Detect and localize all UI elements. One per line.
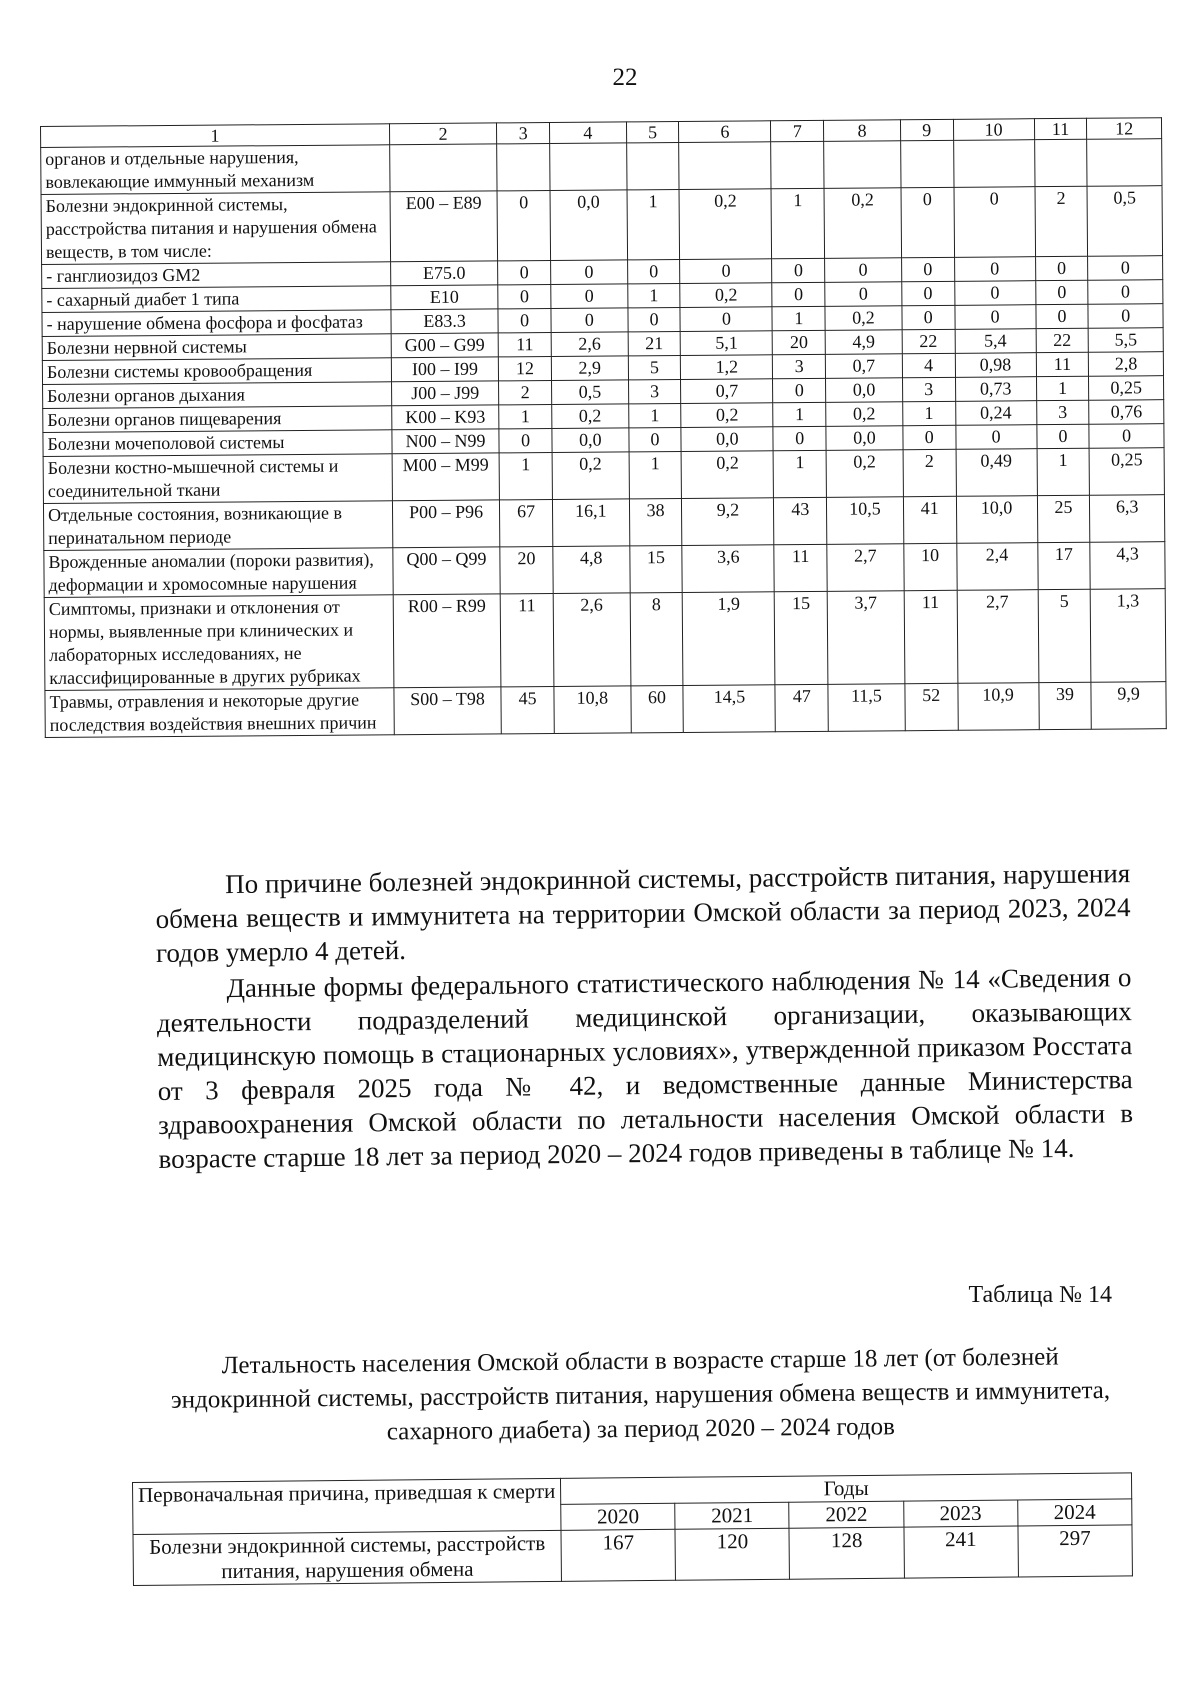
cause-name-cell: Болезни эндокринной системы, расстройства питания и нарушения обмена веществ, в том числе: xyxy=(41,192,390,265)
value-cell: 1 xyxy=(773,402,826,426)
value-cell: 120 xyxy=(675,1528,790,1580)
value-cell: 10,8 xyxy=(554,686,631,734)
value-cell: 39 xyxy=(1039,682,1092,729)
value-cell: 2 xyxy=(499,380,552,404)
value-cell xyxy=(901,140,954,187)
icd-code-cell: M00 – M99 xyxy=(392,453,500,501)
value-cell: 0,2 xyxy=(681,403,773,428)
value-cell: 15 xyxy=(630,545,683,592)
value-cell: 1 xyxy=(629,451,682,498)
table-row xyxy=(44,589,1166,691)
cause-name-cell: - сахарный диабет 1 типа xyxy=(42,286,391,313)
value-cell: 0 xyxy=(773,426,826,450)
value-cell: 0 xyxy=(954,305,1035,330)
mortality-table-13 xyxy=(40,117,1167,738)
value-cell: 12 xyxy=(499,356,552,380)
value-cell: 0,76 xyxy=(1089,400,1164,425)
value-cell: 0,0 xyxy=(826,378,903,403)
value-cell: 2,7 xyxy=(957,590,1039,684)
value-cell: 0,98 xyxy=(955,353,1036,378)
value-cell: 0 xyxy=(629,427,682,451)
value-cell: 1,3 xyxy=(1090,589,1165,683)
cause-cell: Болезни эндокринной системы, расстройств питания, нарушения обмена xyxy=(133,1530,562,1585)
value-cell xyxy=(953,140,1035,188)
icd-code-cell: E10 xyxy=(391,285,499,310)
value-cell: 2,4 xyxy=(956,543,1038,591)
cause-name-cell: Болезни системы кровообращения xyxy=(42,358,391,385)
icd-code-cell: R00 – R99 xyxy=(393,594,501,688)
column-number-cell: 1 xyxy=(41,124,390,148)
value-cell: 167 xyxy=(561,1529,676,1581)
value-cell xyxy=(771,141,824,188)
value-cell: 0 xyxy=(497,190,550,260)
value-cell: 0,2 xyxy=(825,306,902,331)
value-cell: 0,2 xyxy=(826,402,903,427)
value-cell: 10,0 xyxy=(956,496,1038,544)
paragraph-1: По причине болезней эндокринной системы, расстройств питания, нарушения обмена веществ и иммунитета на территории Омской области за период 2023, 2024 годов умерло 4 детей. xyxy=(155,858,1131,968)
value-cell: 0 xyxy=(902,281,955,305)
value-cell: 38 xyxy=(629,498,682,545)
value-cell: 1 xyxy=(774,450,827,497)
year-cell: 2022 xyxy=(789,1501,903,1528)
value-cell xyxy=(824,141,901,189)
value-cell: 0 xyxy=(955,425,1036,450)
value-cell xyxy=(1034,139,1087,186)
table-row xyxy=(45,682,1166,738)
column-number-cell: 7 xyxy=(771,120,824,141)
value-cell: 1 xyxy=(1037,448,1090,495)
icd-code-cell: E00 – E89 xyxy=(390,191,498,262)
value-cell: 0 xyxy=(1089,424,1164,449)
value-cell: 5,4 xyxy=(955,329,1036,354)
year-cell: 2020 xyxy=(561,1503,675,1530)
value-cell: 41 xyxy=(903,496,956,543)
icd-code-cell: G00 – G99 xyxy=(391,333,499,358)
value-cell: 2,6 xyxy=(553,593,630,687)
value-cell: 0 xyxy=(680,259,772,284)
value-cell: 0,2 xyxy=(824,188,901,259)
value-cell: 0,25 xyxy=(1089,376,1164,401)
value-cell: 0 xyxy=(498,260,551,284)
value-cell: 128 xyxy=(789,1527,904,1579)
value-cell: 4,9 xyxy=(825,330,902,355)
value-cell: 0,49 xyxy=(956,449,1038,497)
value-cell: 0 xyxy=(1036,304,1089,328)
value-cell: 10,9 xyxy=(957,683,1039,731)
value-cell xyxy=(679,142,771,190)
value-cell: 0 xyxy=(1088,304,1163,329)
icd-code-cell: N00 – N99 xyxy=(392,429,500,454)
value-cell: 47 xyxy=(775,684,828,731)
table-row xyxy=(133,1525,1132,1586)
value-cell: 0 xyxy=(825,282,902,307)
value-cell: 0,2 xyxy=(552,404,629,429)
value-cell: 4,3 xyxy=(1090,542,1165,590)
value-cell: 43 xyxy=(774,497,827,544)
value-cell: 0 xyxy=(825,258,902,283)
value-cell: 0,24 xyxy=(955,401,1036,426)
table-14-label: Таблица № 14 xyxy=(968,1282,1112,1308)
cause-header: Первоначальная причина, приведшая к смерти xyxy=(133,1478,562,1534)
icd-code-cell: E75.0 xyxy=(390,261,498,286)
value-cell: 16,1 xyxy=(552,499,629,547)
cause-name-cell: Болезни органов пищеварения xyxy=(43,406,392,433)
year-cell: 2021 xyxy=(675,1502,789,1529)
value-cell: 2,8 xyxy=(1089,352,1164,377)
value-cell: 0 xyxy=(627,259,680,283)
column-number-cell: 11 xyxy=(1034,118,1087,139)
value-cell: 0 xyxy=(902,305,955,329)
value-cell: 9,9 xyxy=(1091,682,1166,730)
cause-name-cell: Болезни нервной системы xyxy=(42,334,391,361)
value-cell: 15 xyxy=(775,591,828,684)
value-cell: 11 xyxy=(1036,352,1089,376)
value-cell: 1 xyxy=(627,283,680,307)
value-cell: 21 xyxy=(628,331,681,355)
years-header: Годы xyxy=(561,1473,1132,1504)
value-cell: 0 xyxy=(499,428,552,452)
value-cell: 60 xyxy=(631,685,684,732)
value-cell: 20 xyxy=(773,330,826,354)
value-cell: 1 xyxy=(771,188,824,258)
icd-code-cell xyxy=(389,144,497,192)
value-cell: 0,25 xyxy=(1089,448,1164,496)
value-cell: 10,5 xyxy=(827,497,904,545)
page-number: 22 xyxy=(612,64,638,91)
cause-name-cell: - ганглиозидоз GM2 xyxy=(42,262,391,289)
cause-name-cell: - нарушение обмена фосфора и фосфатаз xyxy=(42,310,391,337)
value-cell xyxy=(550,143,627,191)
value-cell: 22 xyxy=(1036,328,1089,352)
value-cell: 0 xyxy=(954,257,1035,282)
column-number-cell: 12 xyxy=(1087,118,1162,140)
value-cell: 0 xyxy=(1088,256,1163,281)
value-cell: 2 xyxy=(1035,186,1088,256)
value-cell: 1,9 xyxy=(683,592,776,686)
value-cell: 0 xyxy=(1037,424,1090,448)
paragraph-2: Данные формы федерального статистического наблюдения № 14 «Сведения о деятельности подразделений медицинской организации, оказывающих медицинскую помощь в стационарных условиях», утвержденной приказом Росстата от 3 февраля 2025 года № 42, и ведомственные данные Министерства здравоохранения Омской области по летальности населения Омской области в возрасте старше 18 лет за период 2020 – 2024 годов приведены в таблице № 14. xyxy=(156,962,1134,1174)
value-cell: 4,8 xyxy=(553,546,630,594)
year-cell: 2023 xyxy=(903,1500,1017,1527)
value-cell: 4 xyxy=(902,353,955,377)
value-cell: 2,6 xyxy=(551,332,628,357)
value-cell: 0,5 xyxy=(1087,186,1162,257)
cause-name-cell: Симптомы, признаки и отклонения от нормы, выявленные при клинических и лабораторных исследованиях, не классифицированные в других рубриках xyxy=(44,595,394,691)
value-cell: 8 xyxy=(630,592,683,685)
value-cell: 0 xyxy=(1088,280,1163,305)
value-cell: 5 xyxy=(628,355,681,379)
cause-name-cell: Отдельные состояния, возникающие в перинатальном периоде xyxy=(43,501,392,551)
value-cell: 3 xyxy=(902,377,955,401)
value-cell: 0,7 xyxy=(681,379,773,404)
column-number-cell: 2 xyxy=(389,123,497,145)
value-cell: 10 xyxy=(904,543,957,590)
value-cell: 0,0 xyxy=(550,190,627,261)
icd-code-cell: K00 – K93 xyxy=(392,405,500,430)
value-cell: 14,5 xyxy=(683,685,775,733)
value-cell: 1 xyxy=(499,404,552,428)
table-row xyxy=(41,186,1163,265)
column-number-cell: 10 xyxy=(953,119,1034,141)
value-cell: 67 xyxy=(500,499,553,546)
value-cell: 0 xyxy=(901,257,954,281)
value-cell: 0 xyxy=(550,260,627,285)
value-cell: 0 xyxy=(498,308,551,332)
value-cell: 22 xyxy=(902,329,955,353)
value-cell: 0,2 xyxy=(552,452,629,500)
column-number-cell: 9 xyxy=(900,119,953,140)
body-text xyxy=(155,856,1134,1176)
value-cell: 11 xyxy=(904,590,957,683)
value-cell: 0 xyxy=(954,281,1035,306)
value-cell: 1 xyxy=(772,306,825,330)
value-cell: 52 xyxy=(905,683,958,730)
value-cell: 0,2 xyxy=(680,283,772,308)
value-cell: 2,9 xyxy=(551,356,628,381)
value-cell: 0 xyxy=(551,284,628,309)
icd-code-cell: Q00 – Q99 xyxy=(393,547,501,595)
value-cell: 0 xyxy=(1035,280,1088,304)
value-cell: 297 xyxy=(1018,1525,1133,1577)
value-cell: 1 xyxy=(1036,376,1089,400)
value-cell: 0,0 xyxy=(826,426,903,451)
value-cell: 0,7 xyxy=(825,354,902,379)
value-cell: 0 xyxy=(901,187,954,257)
value-cell: 5,5 xyxy=(1088,328,1163,353)
value-cell: 3 xyxy=(628,379,681,403)
value-cell: 241 xyxy=(904,1526,1019,1578)
value-cell: 3,7 xyxy=(827,591,904,685)
value-cell: 3 xyxy=(773,354,826,378)
value-cell: 0 xyxy=(773,378,826,402)
value-cell: 11,5 xyxy=(828,684,905,732)
value-cell: 45 xyxy=(501,686,554,733)
value-cell: 0 xyxy=(1035,256,1088,280)
value-cell: 0,73 xyxy=(955,377,1036,402)
value-cell: 2,7 xyxy=(827,544,904,592)
icd-code-cell: I00 – I99 xyxy=(391,357,499,382)
value-cell: 0,0 xyxy=(681,427,773,452)
value-cell: 1 xyxy=(499,452,552,499)
table-14-title: Летальность населения Омской области в возрасте старше 18 лет (от болезней эндокринной системы, расстройств питания, нарушения обмена веществ и иммунитета, сахарного диабета) за период 2020 – 2024 годов xyxy=(170,1343,1111,1446)
value-cell: 0 xyxy=(498,284,551,308)
icd-code-cell: P00 – P96 xyxy=(392,500,500,548)
value-cell xyxy=(1087,139,1162,187)
icd-code-cell: S00 – T98 xyxy=(394,687,502,735)
value-cell: 1 xyxy=(903,401,956,425)
value-cell: 0,2 xyxy=(681,451,773,499)
value-cell: 0,0 xyxy=(552,428,629,453)
cause-name-cell: Болезни костно-мышечной системы и соединительной ткани xyxy=(43,454,392,504)
value-cell xyxy=(497,143,550,190)
value-cell: 5,1 xyxy=(680,331,772,356)
cause-name-cell: Болезни мочеполовой системы xyxy=(43,430,392,457)
icd-code-cell: E83.3 xyxy=(391,309,499,334)
value-cell: 0 xyxy=(680,307,772,332)
value-cell: 3,6 xyxy=(682,545,774,593)
value-cell: 5 xyxy=(1038,589,1091,682)
icd-code-cell: J00 – J99 xyxy=(391,381,499,406)
column-number-cell: 3 xyxy=(497,122,550,143)
value-cell: 3 xyxy=(1036,400,1089,424)
value-cell: 0,2 xyxy=(679,189,772,260)
value-cell: 1 xyxy=(628,403,681,427)
column-number-cell: 6 xyxy=(679,121,771,143)
value-cell xyxy=(626,142,679,189)
column-number-cell: 8 xyxy=(824,120,901,142)
cause-name-cell: органов и отдельные нарушения, вовлекающие иммунный механизм xyxy=(41,145,390,195)
cause-name-cell: Травмы, отравления и некоторые другие последствия воздействия внешних причин xyxy=(45,688,394,738)
value-cell: 0 xyxy=(772,282,825,306)
cause-name-cell: Врожденные аномалии (пороки развития), деформации и хромосомные нарушения xyxy=(44,548,393,598)
mortality-table-14 xyxy=(132,1472,1133,1586)
value-cell: 11 xyxy=(774,544,827,591)
value-cell: 17 xyxy=(1037,542,1090,589)
column-number-cell: 5 xyxy=(626,121,679,142)
value-cell: 0,5 xyxy=(551,380,628,405)
value-cell: 0 xyxy=(903,425,956,449)
value-cell: 0 xyxy=(628,307,681,331)
value-cell: 20 xyxy=(500,546,553,593)
value-cell: 1 xyxy=(627,189,680,259)
value-cell: 2 xyxy=(903,449,956,496)
value-cell: 9,2 xyxy=(682,498,774,546)
value-cell: 0 xyxy=(772,258,825,282)
year-cell: 2024 xyxy=(1017,1499,1131,1526)
value-cell: 0 xyxy=(954,187,1036,258)
value-cell: 11 xyxy=(500,593,553,686)
value-cell: 25 xyxy=(1037,495,1090,542)
value-cell: 11 xyxy=(498,332,551,356)
column-number-cell: 4 xyxy=(549,122,626,144)
cause-name-cell: Болезни органов дыхания xyxy=(43,382,392,409)
value-cell: 1,2 xyxy=(681,355,773,380)
value-cell: 0,2 xyxy=(826,450,903,498)
value-cell: 6,3 xyxy=(1090,495,1165,543)
value-cell: 0 xyxy=(551,308,628,333)
